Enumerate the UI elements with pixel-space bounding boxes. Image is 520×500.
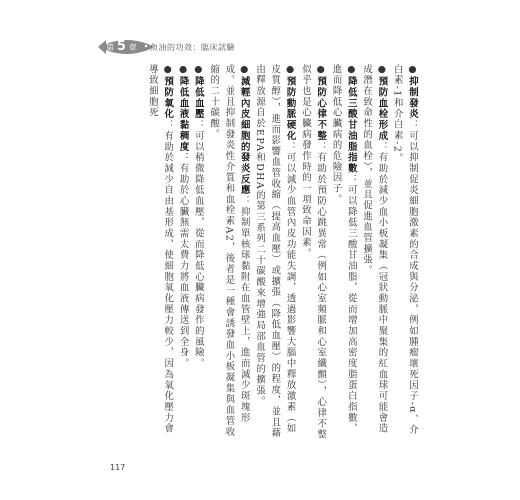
list-item: ●降低三酸甘油脂指數：可以降低三酸甘油脂，從而增加高密度脂蛋白指數，進而降低心臟病的危險因子。 (330, 64, 357, 435)
page-number: 117 (110, 463, 126, 472)
body-text (145, 64, 420, 444)
list-item: ●預防氧化：有助於減少自由基形成，使細胞氧化壓力較少，因為氧化壓力會導致細胞死 (146, 64, 174, 435)
list-item: ●降低血壓：可以稍微降低血壓，從而降低心臟病發作的風險。 (192, 64, 204, 370)
chapter-title: 魚油的功效：臨床試驗 (150, 43, 235, 52)
list-item: ●降低血液黏稠度：有助於心臟無需太費力將血液傳送到全身。 (177, 64, 189, 370)
list-item: ●減輕內皮細胞的發炎反應：抑制單核球黏附在血管壁上，進而減少斑塊形成。並且抑制發炎性介質和血栓素A2，後者是一種會誘發血小板凝集與血管收縮的二十碳酸。 (208, 64, 250, 438)
list-item: ●預防動脈硬化：可以減少血管內皮功能失調，透過影響大腦中釋放激素（如皮質醇），進而影響血管收縮（提高血壓）或擴張（降低血壓）的程度，並且藉由釋放源自於EPA和DHA的第三系列二十碳酸來增強局部血管的擴張。 (254, 64, 296, 439)
list-item: ●預防心律不整：有助於預防心跳異常（例如心室頻脈和心室纖顫），心律不整似乎也是心臟病發作時的一項致命因素。 (299, 64, 327, 441)
list-item: ●抑制發炎：可以抑制促炎細胞激素的合成與分泌，例如腫瘤壞死因子-α、介白素-1和介白素-2。 (391, 64, 418, 436)
list-item: ●預防血栓形成：有助於減少血小板凝集（冠狀動脈中聚集的紅血球可能會造成潛在致命性的血栓），並且促進血管擴張。 (361, 64, 388, 435)
chapter-number: 第 5 章 (106, 39, 137, 54)
